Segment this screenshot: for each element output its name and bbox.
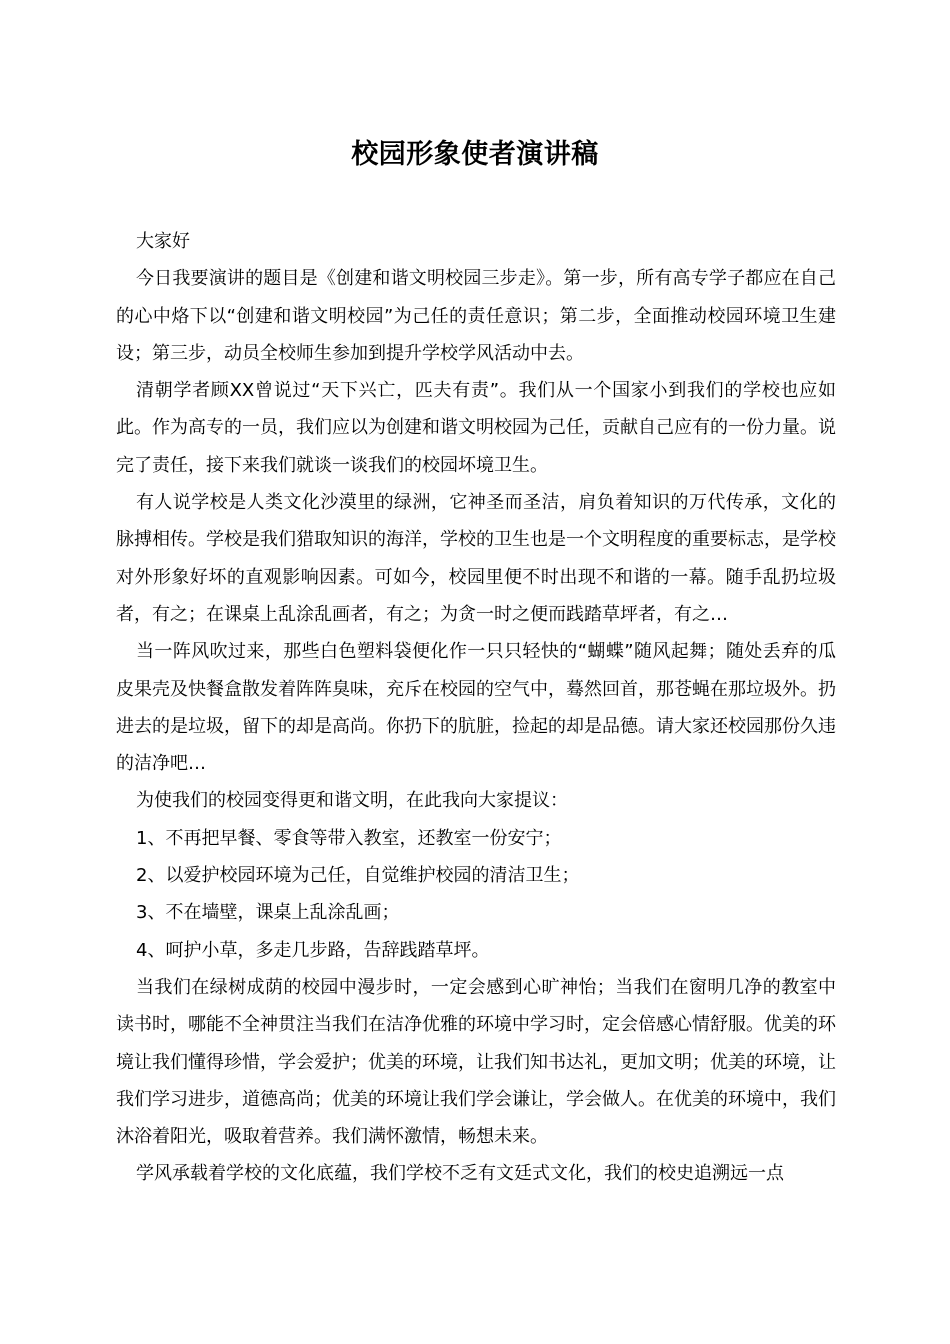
list-item: 2、以爱护校园环境为己任，自觉维护校园的清洁卫生； bbox=[136, 865, 580, 887]
list-item: 4、呵护小草，多走几步路，告辞践踏草坪。 bbox=[136, 939, 490, 961]
paragraph-greeting: 大家好 bbox=[136, 231, 190, 252]
document-body bbox=[116, 223, 836, 1193]
list-item: 3、不在墙壁，课桌上乱涂乱画； bbox=[136, 902, 400, 924]
list-item: 1、不再把早餐、零食等带入教室，还教室一份安宁； bbox=[136, 827, 562, 849]
paragraph: 当我们在绿树成荫的校园中漫步时，一定会感到心旷神怡；当我们在窗明几净的教室中读书时，哪能不全神贯注当我们在洁净优雅的环境中学习时，定会倍感心情舒服。优美的环境让我们懂得珍惜，学会爱护；优美的环境，让我们知书达礼，更加文明；优美的环境，让我们学习进步，道德高尚；优美的环境让我们学会谦让，学会做人。在优美的环境中，我们沐浴着阳光，吸取着营养。我们满怀激情，畅想未来。 bbox=[116, 976, 836, 1148]
paragraph: 今日我要演讲的题目是《创建和谐文明校园三步走》。第一步，所有高专学子都应在自己的心中烙下以“创建和谐文明校园”为己任的责任意识；第二步，全面推动校园环境卫生建设；第三步，动员全校师生参加到提升学校学风活动中去。 bbox=[116, 268, 836, 364]
paragraph: 为使我们的校园变得更和谐文明，在此我向大家提议： bbox=[136, 790, 568, 812]
paragraph: 学风承载着学校的文化底蕴，我们学校不乏有文廷式文化，我们的校史追溯远一点 bbox=[136, 1163, 784, 1185]
document-title: 校园形象使者演讲稿 bbox=[351, 139, 599, 170]
paragraph: 清朝学者顾XX曾说过“天下兴亡，匹夫有责”。我们从一个国家小到我们的学校也应如此。作为高专的一员，我们应以为创建和谐文明校园为己任，贡献自己应有的一份力量。说完了责任，接下来我们就谈一谈我们的校园坏境卫生。 bbox=[116, 380, 836, 476]
paragraph: 当一阵风吹过来，那些白色塑料袋便化作一只只轻快的“蝴蝶”随风起舞；随处丢弃的瓜皮果壳及快餐盒散发着阵阵臭味，充斥在校园的空气中，蓦然回首，那苍蝇在那垃圾外。扔进去的是垃圾，留下的却是高尚。你扔下的肮脏，捡起的却是品德。请大家还校园那份久违的洁净吧… bbox=[116, 641, 836, 775]
paragraph: 有人说学校是人类文化沙漠里的绿洲，它神圣而圣洁，肩负着知识的万代传承，文化的脉搏相传。学校是我们猎取知识的海洋，学校的卫生也是一个文明程度的重要标志，是学校对外形象好坏的直观影响因素。可如今，校园里便不时出现不和谐的一幕。随手乱扔垃圾者，有之；在课桌上乱涂乱画者，有之；为贪一时之便而践踏草坪者，有之… bbox=[116, 492, 836, 625]
